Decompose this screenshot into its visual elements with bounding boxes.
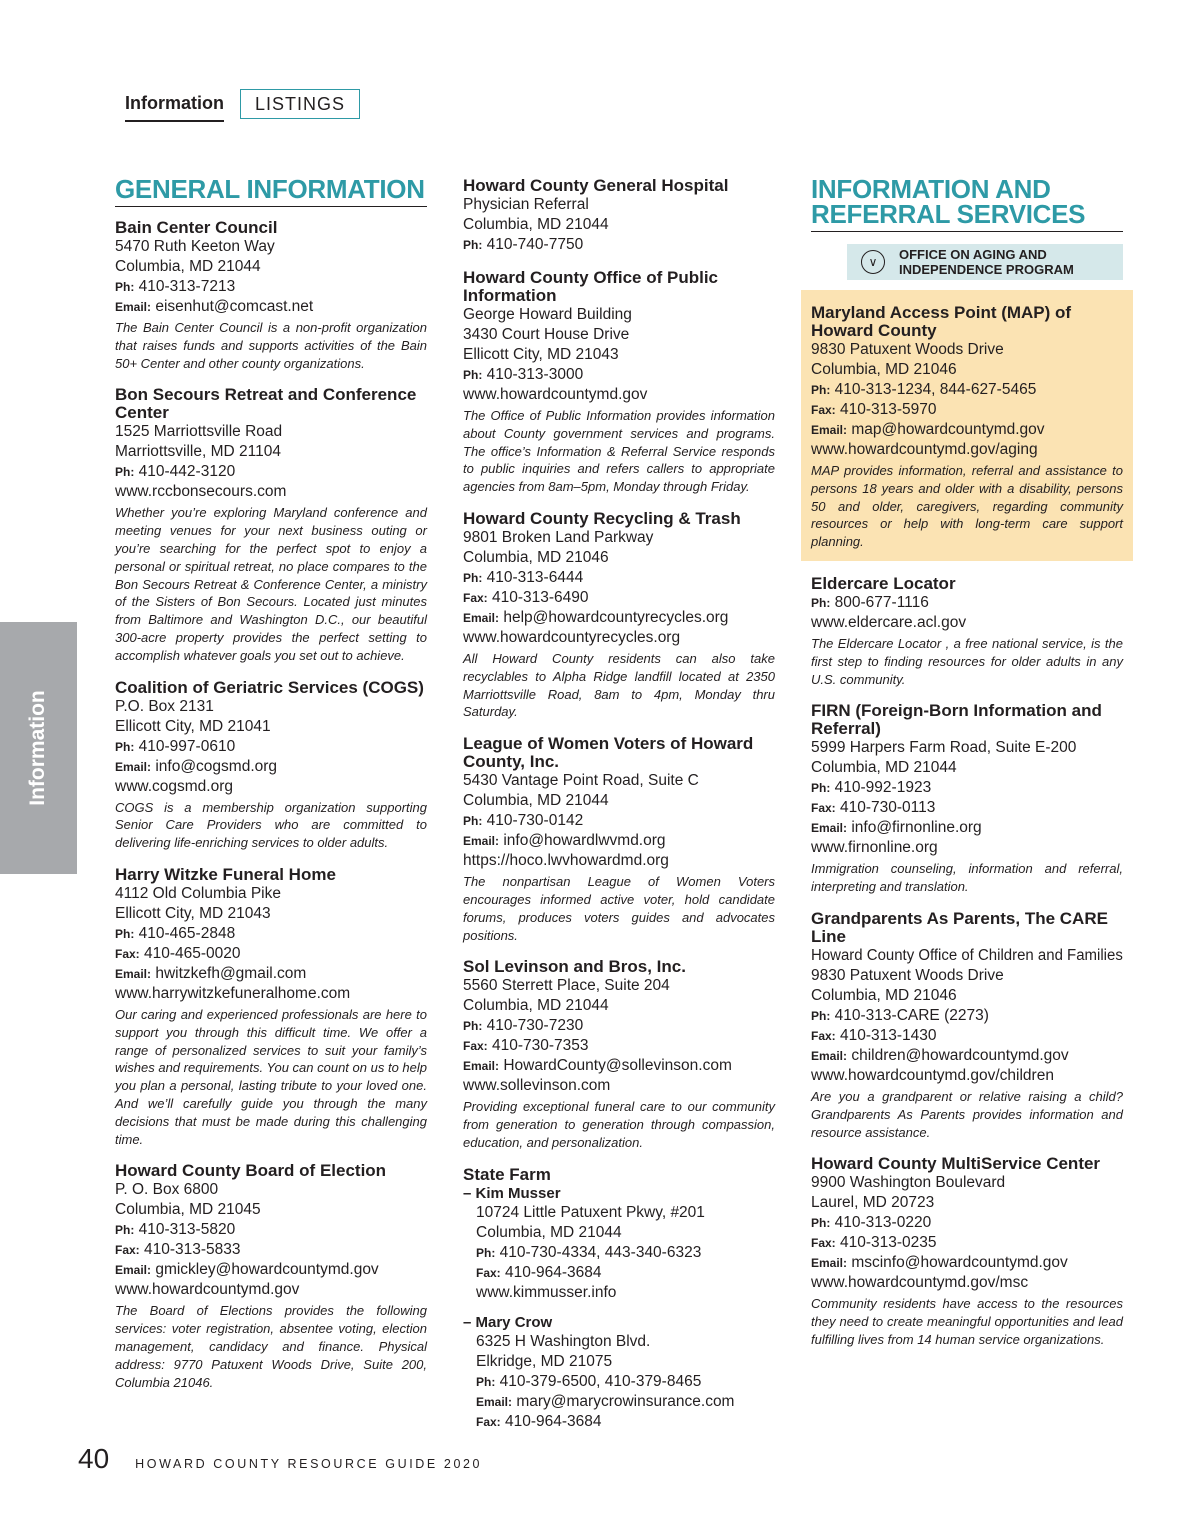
field-value: 410-313-5820: [138, 1221, 236, 1239]
field-label: Fax:: [463, 590, 488, 605]
field-value: info@howardlwvmd.org: [503, 832, 666, 850]
listing-line: [463, 365, 775, 385]
field-value: 4112 Old Columbia Pike: [115, 884, 281, 902]
agent-name: – Mary Crow: [463, 1313, 553, 1331]
listing: [811, 702, 1123, 896]
section-title: INFORMATION AND REFERRAL SERVICES: [811, 177, 1123, 232]
listing-line: [476, 1412, 775, 1432]
listing-description: Whether you’re exploring Maryland conference and meeting venues for your next business outing or you’re searching for the perfect spot to enjoy a personal or spiritual retreat, no place compares to the Bon Secours Retreat & Conference Center, a ministry of the Sisters of Bon Secours. Located just minutes from Baltimore and Washington D.C., our beautiful 300-acre property provides the perfect setting to accomplish whatever goals you set out to achieve.: [115, 505, 427, 663]
listing-line: [811, 1253, 1123, 1273]
field-label: Fax:: [811, 1028, 836, 1043]
listing-description: The nonpartisan League of Women Voters encourages informed active voter, hold candidate forums, produces voters guides and advocates positions.: [463, 874, 775, 943]
field-value: 410-442-3120: [138, 463, 236, 481]
field-value: 5560 Sterrett Place, Suite 204: [463, 977, 670, 995]
field-value: children@howardcountymd.gov: [851, 1046, 1069, 1064]
field-value: 9830 Patuxent Woods Drive: [811, 966, 1004, 984]
listing-line: [476, 1392, 775, 1412]
listing: [811, 575, 1123, 688]
highlight-listing-map: [801, 290, 1133, 561]
field-value: Columbia, MD 21044: [115, 258, 261, 275]
listing-name: Coalition of Geriatric Services (COGS): [115, 677, 424, 697]
listing-line: [463, 791, 775, 811]
field-value: 5470 Ruth Keeton Way: [115, 238, 275, 255]
field-value: Columbia, MD 21046: [463, 548, 609, 566]
field-label: Fax:: [115, 946, 140, 961]
field-value: www.howardcountymd.gov/aging: [811, 441, 1038, 458]
listing-line: [463, 976, 775, 996]
field-value: www.cogsmd.org: [115, 777, 234, 795]
listing-line: [811, 758, 1123, 778]
column-information-referral: [811, 174, 1123, 1363]
side-tab-label: Information: [26, 690, 49, 806]
listing-line: [811, 1273, 1123, 1293]
listing-line: [811, 400, 1123, 420]
listing-line: [115, 984, 427, 1004]
listing-line: [811, 986, 1123, 1006]
guide-title: HOWARD COUNTY RESOURCE GUIDE 2020: [135, 1457, 483, 1471]
field-value: 410-379-6500, 410-379-8465: [499, 1372, 702, 1390]
listing-line: [115, 944, 427, 964]
listing-description: Are you a grandparent or relative raising a child? Grandparents As Parents provides information and resource assistance.: [811, 1088, 1123, 1140]
listing-name: Maryland Access Point (MAP) of Howard County: [811, 303, 1072, 340]
listing-line: [463, 831, 775, 851]
field-value: 410-313-6490: [492, 588, 589, 606]
field-value: 5999 Harpers Farm Road, Suite E-200: [811, 739, 1077, 757]
listing-line: [476, 1223, 775, 1243]
listing-line: [115, 924, 427, 944]
field-value: www.howardcountymd.gov: [463, 386, 648, 403]
page-header: [125, 89, 360, 122]
listing-line: [463, 1036, 775, 1056]
field-value: Columbia, MD 21044: [463, 216, 609, 233]
chevron-down-icon: ∨​: [861, 250, 885, 274]
field-label: Fax:: [811, 1236, 836, 1251]
field-label: Ph:: [811, 1216, 831, 1231]
listing-line: [811, 1233, 1123, 1253]
field-value: help@howardcountyrecycles.org: [503, 608, 729, 626]
field-label: Fax:: [476, 1265, 501, 1280]
field-label: Email:: [811, 1256, 848, 1271]
field-value: P. O. Box 6800: [115, 1181, 219, 1199]
listing: [115, 219, 427, 372]
listing: [811, 1155, 1123, 1348]
field-label: Fax:: [811, 403, 836, 417]
field-label: Email:: [115, 1263, 152, 1278]
field-value: Elkridge, MD 21075: [476, 1352, 613, 1370]
page-footer: [78, 1443, 482, 1475]
field-value: map@howardcountymd.gov: [851, 421, 1045, 438]
listing-line: [463, 588, 775, 608]
listing-group: [811, 575, 1123, 1349]
field-value: 800-677-1116: [834, 593, 929, 611]
field-label: Ph:: [811, 781, 831, 796]
field-value: Columbia, MD 21044: [811, 759, 957, 777]
field-value: Columbia, MD 21045: [115, 1201, 261, 1219]
listing-line: [115, 884, 427, 904]
field-value: 410-740-7750: [486, 236, 584, 253]
field-value: www.rccbonsecours.com: [115, 483, 287, 501]
field-value: 410-730-7230: [486, 1017, 584, 1035]
listing-line: [811, 838, 1123, 858]
listing-line: [811, 1193, 1123, 1213]
field-value: eisenhut@comcast.net: [155, 298, 314, 315]
listing-line: [476, 1263, 775, 1283]
listings-tab: LISTINGS: [240, 89, 360, 119]
listing-line: [463, 305, 775, 325]
listing-line: [811, 1006, 1123, 1026]
listing-description: All Howard County residents can also take recyclables to Alpha Ridge landfill located at 2350 Marriottsville Road, 8am to 4pm, Monday thru Saturday.: [463, 650, 775, 720]
field-value: P.O. Box 2131: [115, 697, 214, 715]
listing-line: [463, 568, 775, 588]
listing-description: Community residents have access to the resources they need to create meaningful opportunities and lead fulfilling lives from 14 human service organizations.: [811, 1296, 1123, 1347]
listing-line: [115, 482, 427, 502]
field-label: Fax:: [463, 1039, 488, 1054]
field-value: 410-313-1430: [840, 1026, 937, 1044]
field-value: Laurel, MD 20723: [811, 1194, 935, 1212]
field-value: 410-465-2848: [138, 924, 236, 942]
listing-line: [115, 257, 427, 277]
field-label: Email:: [115, 300, 152, 314]
listing-description: Immigration counseling, information and referral, interpreting and translation.: [811, 861, 1123, 895]
listing-line: [463, 385, 775, 405]
field-value: 410-313-6444: [486, 568, 584, 586]
field-value: Columbia, MD 21044: [463, 792, 609, 810]
listing-line: [463, 1056, 775, 1076]
listing-description: Providing exceptional funeral care to our community from generation to generation through compassion, education, and personalization.: [463, 1099, 775, 1150]
agency-banner: [847, 244, 1123, 280]
field-label: Email:: [115, 966, 152, 981]
field-label: Fax:: [811, 801, 836, 816]
field-value: 410-313-5970: [840, 401, 937, 418]
field-label: Ph:: [476, 1245, 496, 1260]
field-label: Email:: [476, 1394, 513, 1409]
listing-line: [463, 345, 775, 365]
listing-line: [811, 380, 1123, 400]
field-label: Ph:: [811, 1008, 831, 1023]
listing-line: [811, 1026, 1123, 1046]
field-value: 410-313-3000: [486, 366, 584, 383]
field-value: www.harrywitzkefuneralhome.com: [115, 984, 351, 1002]
field-value: 9900 Washington Boulevard: [811, 1174, 1006, 1192]
listing-line: [811, 966, 1123, 986]
field-value: 6325 H Washington Blvd.: [476, 1332, 651, 1350]
agency-line: INDEPENDENCE PROGRAM: [899, 262, 1074, 277]
field-value: 410-964-3684: [505, 1263, 602, 1281]
listing-line: [463, 771, 775, 791]
field-value: Ellicott City, MD 21043: [463, 346, 619, 363]
field-value: 410-313-7213: [138, 278, 236, 295]
field-value: www.eldercare.acl.gov: [811, 613, 967, 631]
field-value: 410-313-0235: [840, 1234, 937, 1252]
listing-name: Sol Levinson and Bros, Inc.: [463, 957, 686, 977]
field-label: Ph:: [463, 570, 483, 585]
field-label: Fax:: [476, 1414, 501, 1429]
listing-line: [463, 608, 775, 628]
listing-line: [476, 1203, 775, 1223]
listing-line: [115, 904, 427, 924]
field-label: Ph:: [115, 1223, 135, 1238]
listing-name: Grandparents As Parents, The CARE Line: [811, 908, 1108, 946]
field-label: Ph:: [115, 926, 135, 941]
listing-line: [811, 1066, 1123, 1086]
listing-line: [463, 548, 775, 568]
listing-line: [463, 851, 775, 871]
listing-line: [115, 717, 427, 737]
listing-line: [811, 593, 1123, 613]
listing-name: Harry Witzke Funeral Home: [115, 864, 336, 884]
field-value: hwitzkefh@gmail.com: [155, 964, 307, 982]
field-value: www.howardcountyrecycles.org: [463, 628, 681, 646]
field-label: Ph:: [463, 814, 483, 829]
field-value: 410-313-0220: [834, 1214, 932, 1232]
field-value: gmickley@howardcountymd.gov: [155, 1261, 379, 1279]
listing: [463, 269, 775, 496]
listing: [115, 386, 427, 664]
listing-line: [476, 1332, 775, 1352]
listing-line: [463, 528, 775, 548]
field-value: 410-730-7353: [492, 1037, 589, 1055]
field-value: Columbia, MD 21044: [476, 1223, 622, 1241]
field-label: Ph:: [463, 238, 483, 252]
listing-name: Eldercare Locator: [811, 573, 956, 593]
listing-line: [115, 757, 427, 777]
listing-description: The Board of Elections provides the following services: voter registration, absentee voting, election management, candidacy and finance. Physical address: 9770 Patuxent Woods Drive, Suite 200, Columbia 21046.: [115, 1303, 427, 1390]
listing-line: [115, 277, 427, 297]
listing-line: [115, 1280, 427, 1300]
listing-name: Bon Secours Retreat and Conference Center: [115, 385, 417, 423]
field-label: Ph:: [463, 368, 483, 382]
listing: [463, 735, 775, 944]
agency-name: [899, 247, 1074, 277]
listing-line: [811, 1173, 1123, 1193]
listing-description: The Bain Center Council is a non-profit organization that raises funds and supports activities of the Bain 50+ Center and other county organizations.: [115, 320, 427, 371]
listing-name: Howard County General Hospital: [463, 176, 729, 195]
field-label: Ph:: [115, 739, 135, 754]
field-value: 9801 Broken Land Parkway: [463, 528, 654, 546]
agent: [463, 1184, 775, 1303]
column-middle: [463, 177, 775, 1446]
field-value: 5430 Vantage Point Road, Suite C: [463, 772, 699, 790]
section-label: Information: [125, 89, 224, 122]
field-value: Ellicott City, MD 21043: [115, 904, 271, 922]
listing-line: [811, 1213, 1123, 1233]
listing: [463, 958, 775, 1151]
listing-name: Howard County MultiService Center: [811, 1154, 1101, 1174]
agent-group: [463, 1184, 775, 1432]
field-value: 410-730-4334, 443-340-6323: [499, 1243, 702, 1261]
listing: [115, 679, 427, 852]
page-number: 40: [78, 1443, 110, 1474]
listing-line: [811, 798, 1123, 818]
listing-line: [811, 440, 1123, 460]
listing-line: [115, 964, 427, 984]
listing-line: [115, 1240, 427, 1260]
listing-line: [463, 195, 775, 215]
listing-line: [115, 737, 427, 757]
field-value: www.howardcountymd.gov/children: [811, 1066, 1054, 1084]
listing-line: [476, 1352, 775, 1372]
field-value: www.howardcountymd.gov/msc: [811, 1274, 1029, 1292]
listing-line: [115, 237, 427, 257]
listing-name: Howard County Board of Election: [115, 1161, 387, 1181]
field-label: Fax:: [115, 1243, 140, 1258]
listing-line: [811, 738, 1123, 758]
listing: [115, 866, 427, 1148]
field-value: www.howardcountymd.gov: [115, 1281, 300, 1299]
field-value: https://hoco.lwvhowardmd.org: [463, 852, 669, 870]
field-label: Ph:: [115, 280, 135, 294]
field-label: Email:: [811, 423, 848, 437]
listing-line: [811, 613, 1123, 633]
section-title: GENERAL INFORMATION: [115, 177, 427, 207]
listing-line: [115, 297, 427, 317]
listing-group: [463, 177, 775, 1152]
listing-line: [463, 1076, 775, 1096]
listing-line: [115, 422, 427, 442]
listing: [115, 1162, 427, 1391]
listing-line: [463, 811, 775, 831]
field-label: Ph:: [811, 595, 831, 610]
listing-line: [115, 462, 427, 482]
agent-name: – Kim Musser: [463, 1184, 561, 1202]
field-value: 410-465-0020: [144, 944, 241, 962]
field-label: Email:: [463, 1059, 500, 1074]
field-label: Email:: [115, 759, 152, 774]
listing-name: FIRN (Foreign-Born Information and Referral): [811, 701, 1102, 739]
field-value: 410-730-0113: [840, 799, 936, 817]
listing-line: [811, 340, 1123, 360]
listing: [463, 177, 775, 255]
field-value: mary@marycrowinsurance.com: [516, 1392, 735, 1410]
field-label: Ph:: [115, 465, 135, 480]
listing-line: [115, 1200, 427, 1220]
column-general-information: [115, 174, 427, 1405]
agency-line: OFFICE ON AGING AND: [899, 247, 1047, 262]
listing-name: Howard County Recycling & Trash: [463, 508, 741, 528]
listing-group: [115, 219, 427, 1391]
listing-line: [115, 697, 427, 717]
listing-description: The Eldercare Locator , a free national service, is the first step to finding resources for older adults in any U.S. community.: [811, 635, 1123, 687]
listing-line: [463, 996, 775, 1016]
field-value: mscinfo@howardcountymd.gov: [851, 1254, 1068, 1272]
field-value: 410-992-1923: [834, 779, 932, 797]
field-label: Email:: [463, 610, 500, 625]
listing-name: Howard County Office of Public Information: [463, 268, 719, 305]
field-value: Ellicott City, MD 21041: [115, 717, 271, 735]
listing-description: Our caring and experienced professionals are here to support you through this difficult time. We offer a range of personalized services to suit your family’s wishes and requirements. You can count on us to help you plan a personal, lasting tribute to your loved one. And we’ll carefully guide you through the many decisions that must be made during this challenging time.: [115, 1006, 427, 1147]
listing-line: [463, 628, 775, 648]
field-value: George Howard Building: [463, 306, 632, 323]
listing-line: [115, 777, 427, 797]
field-value: Columbia, MD 21044: [463, 997, 609, 1015]
field-label: Email:: [811, 1048, 848, 1063]
listing-line: [811, 946, 1123, 966]
listing: [811, 910, 1123, 1141]
field-value: 3430 Court House Drive: [463, 326, 630, 343]
listing-line: [811, 778, 1123, 798]
listing-description: The Office of Public Information provides information about County government services and programs. The office’s Information & Referral Service responds to public inquiries and refers callers to appropriate agencies from 8am–5pm, Monday through Friday.: [463, 408, 775, 495]
field-label: Ph:: [463, 1019, 483, 1034]
field-value: 410-313-5833: [144, 1241, 241, 1259]
listing-line: [115, 1220, 427, 1240]
listing-line: [115, 1180, 427, 1200]
field-value: Howard County Office of Children and Families: [811, 946, 1123, 964]
field-value: 10724 Little Patuxent Pkwy, #201: [476, 1203, 705, 1221]
listing-name: State Farm: [463, 1164, 551, 1184]
listing-line: [811, 360, 1123, 380]
field-value: 410-313-1234, 844-627-5465: [834, 381, 1037, 398]
listing-line: [811, 420, 1123, 440]
field-value: 410-313-CARE (2273): [834, 1006, 989, 1024]
listing-line: [476, 1372, 775, 1392]
listing-line: [115, 1260, 427, 1280]
listing-description: MAP provides information, referral and assistance to persons 18 years and older with a disability, persons 50 and older, caregivers, regarding community resources or help with long-term care support planning.: [811, 463, 1123, 550]
listing-state-farm: [463, 1166, 775, 1432]
field-label: Ph:: [476, 1374, 496, 1389]
listing-name: League of Women Voters of Howard County, Inc.: [463, 734, 754, 772]
agent: [463, 1313, 775, 1432]
field-value: 410-730-0142: [486, 812, 584, 830]
listing-line: [476, 1283, 775, 1303]
field-value: www.kimmusser.info: [476, 1283, 617, 1301]
field-value: info@cogsmd.org: [155, 757, 278, 775]
field-value: info@firnonline.org: [851, 819, 982, 837]
field-value: Physician Referral: [463, 196, 589, 213]
listing-line: [463, 215, 775, 235]
listing-line: [463, 1016, 775, 1036]
field-label: Email:: [463, 834, 500, 849]
listing-name: Bain Center Council: [115, 218, 278, 237]
field-value: Marriottsville, MD 21104: [115, 443, 281, 461]
listing-line: [811, 1046, 1123, 1066]
listing-line: [811, 818, 1123, 838]
listing-line: [476, 1243, 775, 1263]
side-tab: [0, 622, 77, 874]
field-value: 1525 Marriottsville Road: [115, 423, 283, 441]
listing-line: [463, 235, 775, 255]
field-value: Columbia, MD 21046: [811, 361, 957, 378]
field-value: www.firnonline.org: [811, 839, 938, 857]
listing: [463, 510, 775, 721]
field-label: Email:: [811, 821, 848, 836]
field-value: 410-997-0610: [138, 737, 236, 755]
field-value: 9830 Patuxent Woods Drive: [811, 341, 1004, 358]
listing-line: [115, 442, 427, 462]
listing-line: [463, 325, 775, 345]
field-label: Ph:: [811, 383, 831, 397]
field-value: 410-964-3684: [505, 1412, 602, 1430]
field-value: HowardCounty@sollevinson.com: [503, 1057, 732, 1075]
field-value: Columbia, MD 21046: [811, 986, 957, 1004]
listing-description: COGS is a membership organization supporting Senior Care Providers who are committed to delivering life-enriching services to older adults.: [115, 799, 427, 851]
field-value: www.sollevinson.com: [463, 1077, 611, 1095]
